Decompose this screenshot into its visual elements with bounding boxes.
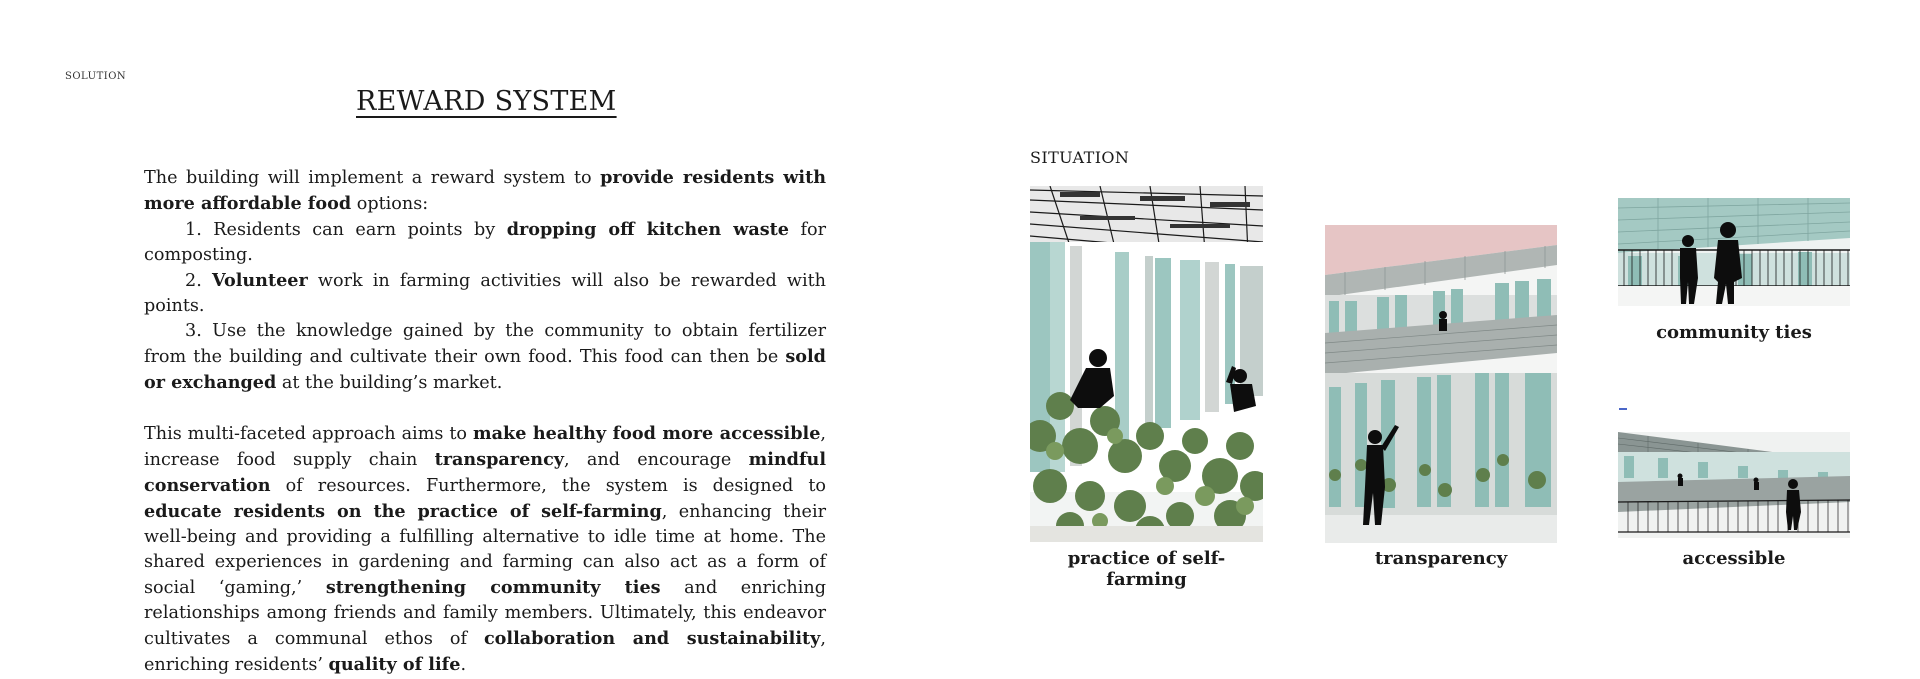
- summary-paragraph: [144, 421, 826, 678]
- item1-bold-1: dropping off kitchen waste: [506, 219, 789, 240]
- item3-text-1: 3. Use the knowledge gained by the community to obtain fertilizer from the building and cultivate their own food. This food can then be: [144, 321, 826, 367]
- p2-text-1: This multi-faceted approach aims to: [144, 424, 473, 444]
- community-ties-illustration: [1618, 198, 1850, 306]
- p2-text-5: , enhancing their well-being and providing a fulfilling alternative to idle time at home. The shared experiences in gardening and farming can also act as a form of social ‘gaming,’: [144, 502, 826, 598]
- intro-text-2: options:: [351, 194, 429, 214]
- situation-label: SITUATION: [1030, 148, 1130, 167]
- caption-self-farming: practice of self-farming: [1067, 548, 1226, 590]
- p2-bold-5: strengthening community ties: [325, 577, 661, 598]
- item2-text-1: work in farming activities will also be rewarded with points.: [144, 271, 826, 316]
- community-ties-image: [1618, 198, 1850, 306]
- caption-community-ties: community ties: [1656, 322, 1812, 343]
- list-item-1: [144, 217, 826, 268]
- page-title: REWARD SYSTEM: [356, 86, 617, 117]
- p2-bold-6: collaboration and sustainability: [483, 628, 821, 649]
- caption-transparency: transparency: [1374, 548, 1508, 569]
- body-text: [144, 165, 826, 678]
- intro-text-1: The building will implement a reward system to: [144, 168, 601, 188]
- item1-text-2: for composting.: [144, 220, 826, 265]
- list-item-3: [144, 319, 826, 396]
- list-item-2: [144, 268, 826, 319]
- p2-text-2: , increase food supply chain: [144, 424, 826, 470]
- item3-bold-1: sold or exchanged: [144, 346, 826, 393]
- p2-bold-1: make healthy food more accessible: [472, 423, 821, 444]
- p2-bold-4: educate residents on the practice of self-farming: [144, 501, 662, 522]
- p2-text-4: of resources. Furthermore, the system is designed to: [270, 476, 826, 496]
- section-tag: SOLUTION: [65, 71, 127, 82]
- item1-text-1: 1. Residents can earn points by: [185, 220, 507, 240]
- transparency-image: [1325, 225, 1557, 543]
- item2-number: 2.: [185, 271, 212, 291]
- transparency-illustration: [1325, 225, 1557, 543]
- p2-text-8: .: [460, 655, 467, 675]
- intro-bold-1: provide residents with more affordable food: [144, 167, 826, 214]
- self-farming-illustration: [1030, 186, 1263, 542]
- self-farming-image: [1030, 186, 1263, 542]
- p2-bold-3: mindful conservation: [144, 449, 827, 496]
- accessible-image: [1618, 432, 1850, 538]
- item3-text-2: at the building’s market.: [276, 373, 503, 393]
- p2-text-7: , enriching residents’: [144, 629, 826, 675]
- intro-paragraph: [144, 165, 826, 217]
- accessible-illustration: [1618, 432, 1850, 538]
- p2-bold-7: quality of life: [328, 654, 461, 675]
- p2-bold-2: transparency: [434, 449, 565, 470]
- caption-accessible: accessible: [1682, 548, 1786, 569]
- p2-text-6: and enriching relationships among friends and family members. Ultimately, this endeavor cultivates a communal ethos of: [144, 578, 826, 649]
- item2-bold-1: Volunteer: [211, 270, 308, 291]
- accent-dash: [1619, 408, 1627, 410]
- p2-text-3: , and encourage: [564, 450, 749, 470]
